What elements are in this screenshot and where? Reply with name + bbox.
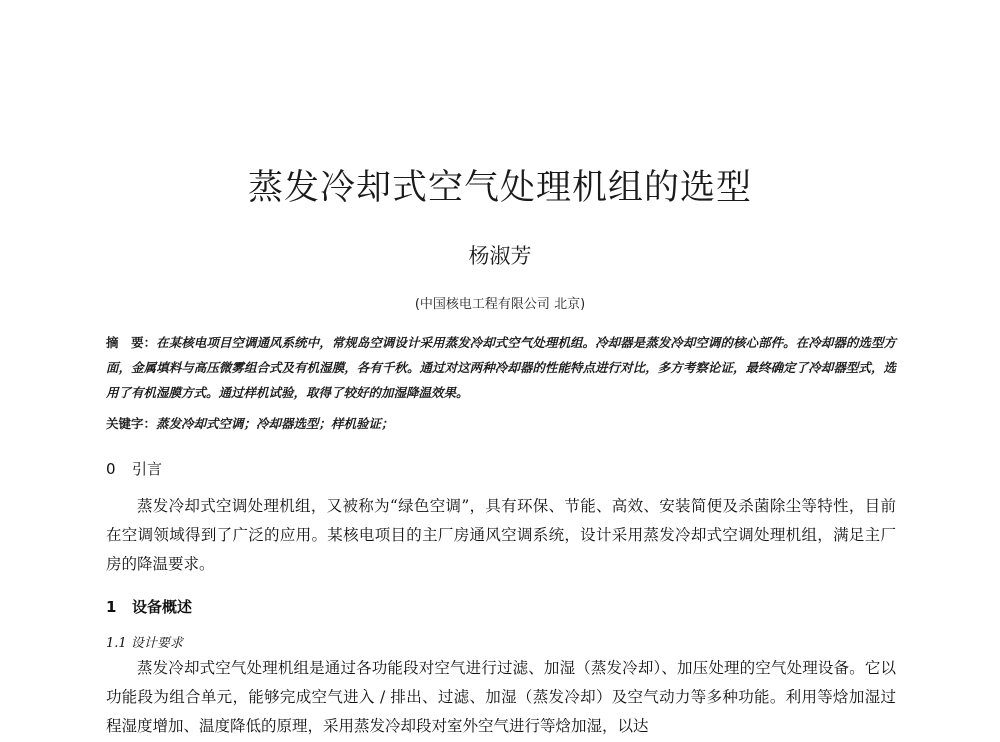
abstract-text: 在某核电项目空调通风系统中，常规岛空调设计采用蒸发冷却式空气处理机组。冷却器是蒸发冷却空调的核心部件。在冷却器的选型方面，金属填料与高压微雾组合式及有机湿膜，各有千秋。通过对这两种冷却器的性能特点进行对比，多方考察论证，最终确定了冷却器型式，选用了有机湿膜方式。通过样机试验，取得了较好的加湿降温效果。 [106, 335, 896, 400]
section-number: 1 [106, 598, 117, 616]
affiliation: (中国核电工程有限公司 北京) [414, 297, 586, 312]
abstract-block [106, 330, 896, 405]
abstract-label: 摘 要： [106, 335, 157, 350]
keywords-block [106, 414, 896, 432]
subsection-title: 设计要求 [130, 636, 183, 651]
section-title: 引言 [132, 460, 163, 478]
subsection-number: 1.1 [106, 636, 127, 651]
keywords-label: 关键字： [106, 416, 157, 431]
intro-paragraph: 蒸发冷却式空调处理机组，又被称为“绿色空调”，具有环保、节能、高效、安装简便及杀菌除尘等特性，目前在空调领域得到了广泛的应用。某核电项目的主厂房通风空调系统，设计采用蒸发冷却式空调处理机组，满足主厂房的降温要求。 [106, 497, 896, 573]
design-paragraph: 蒸发冷却式空气处理机组是通过各功能段对空气进行过滤、加湿（蒸发冷却）、加压处理的空气处理设备。它以功能段为组合单元，能够完成空气进入 / 排出、过滤、加湿（蒸发冷却）及空气动力等多种功能。利用等焓加湿过程湿度增加、温度降低的原理，采用蒸发冷却段对室外空气进行等焓加湿，以达 [106, 659, 896, 735]
section-number: 0 [106, 460, 116, 478]
subsection-heading [106, 632, 183, 651]
section-heading-intro [106, 458, 162, 479]
author-name: 杨淑芳 [468, 244, 532, 268]
section-heading-overview [106, 596, 192, 617]
paper-title: 蒸发冷却式空气处理机组的选型 [247, 168, 752, 208]
section-title: 设备概述 [132, 598, 193, 616]
keywords-text: 蒸发冷却式空调；冷却器选型；样机验证； [156, 416, 394, 431]
